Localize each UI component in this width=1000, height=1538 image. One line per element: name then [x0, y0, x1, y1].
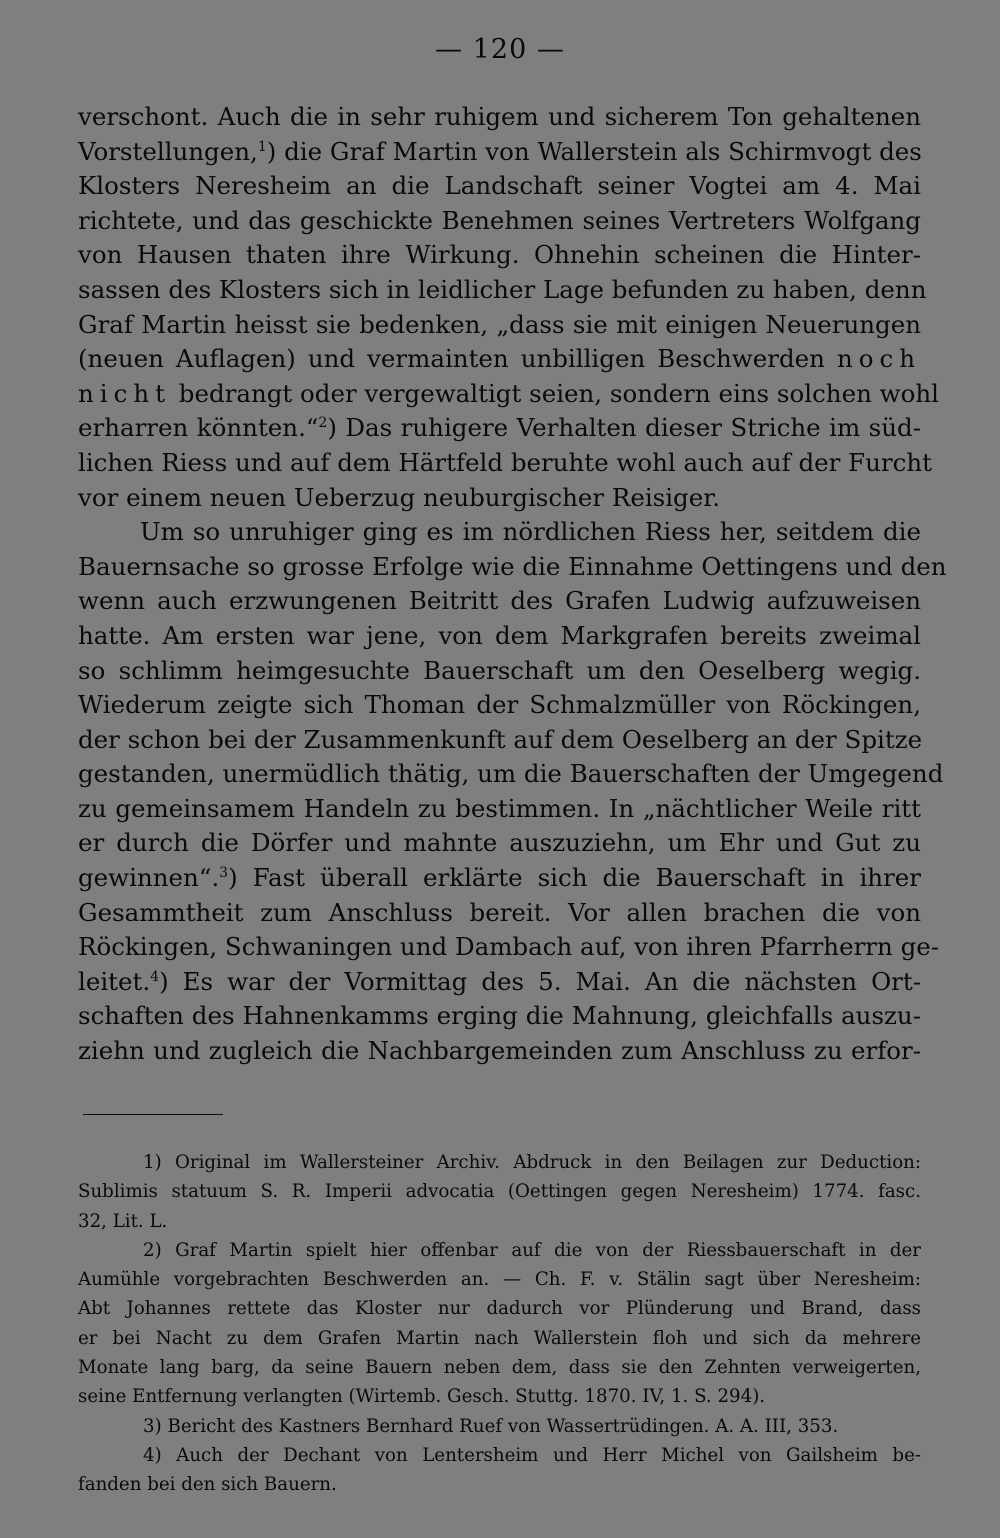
- footnote-line: fanden bei den sich Bauern.: [78, 1474, 337, 1496]
- footnote-line: er bei Nacht zu dem Grafen Martin nach Wallerstein floh und sich da mehrere: [78, 1327, 921, 1349]
- text-line: Bauernsache so grosse Erfolge wie die Einnahme Oettingens und den: [78, 551, 947, 581]
- text-line: richtete, und das geschickte Benehmen seines Vertreters Wolfgang: [78, 205, 921, 235]
- page-number: — 120 —: [435, 34, 565, 65]
- spaced-emphasis: nicht: [78, 378, 171, 408]
- text-line: schaften des Hahnenkamms erging die Mahnung, gleichfalls auszu-: [78, 1001, 921, 1031]
- text-line: hatte. Am ersten war jene, von dem Markgrafen bereits zweimal: [78, 620, 921, 650]
- text-line: nicht bedrangt oder vergewaltigt seien, sondern eins solchen wohl: [78, 378, 939, 408]
- footnote-ref[interactable]: 1: [257, 138, 267, 155]
- footnote-line: 1) Original im Wallersteiner Archiv. Abdruck in den Beilagen zur Deduction:: [143, 1152, 921, 1173]
- text-line: verschont. Auch die in sehr ruhigem und sicherem Ton gehaltenen: [78, 102, 921, 131]
- text-line: erharren könnten.“$^2$) Das ruhigere Verhalten dieser Striche im süd-: [78, 413, 921, 443]
- text-line: Klosters Neresheim an die Landschaft seiner Vogtei am 4. Mai: [78, 171, 921, 201]
- text-line: lichen Riess und auf dem Härtfeld beruhte wohl auch auf der Furcht: [78, 447, 932, 477]
- text-line: vor einem neuen Ueberzug neuburgischer Reisiger.: [78, 482, 721, 512]
- footnote-line: Monate lang barg, da seine Bauern neben dem, dass sie den Zehnten verweigerten,: [78, 1357, 921, 1379]
- footnotes: [78, 1148, 921, 1500]
- footnote-line: Aumühle vorgebrachten Beschwerden an. — Ch. F. v. Stälin sagt über Neresheim:: [78, 1269, 921, 1291]
- text-line: Vorstellungen,$^1$) die Graf Martin von Wallerstein als Schirmvogt des: [78, 136, 922, 166]
- footnote-separator: [83, 1114, 223, 1115]
- text-line: Gesammtheit zum Anschluss bereit. Vor allen brachen die von: [78, 897, 921, 927]
- text-line: gestanden, unermüdlich thätig, um die Bauerschaften der Umgegend: [78, 759, 944, 789]
- text-line: der schon bei der Zusammenkunft auf dem Oeselberg an der Spitze: [78, 724, 923, 754]
- text-line: ziehn und zugleich die Nachbargemeinden zum Anschluss zu erfor-: [78, 1036, 921, 1066]
- footnote-ref[interactable]: 4: [150, 968, 160, 985]
- text-line: Graf Martin heisst sie bedenken, „dass sie mit einigen Neuerungen: [78, 309, 921, 339]
- text-line: wenn auch erzwungenen Beitritt des Grafen Ludwig aufzuweisen: [78, 586, 921, 616]
- footnote-ref[interactable]: 3: [219, 865, 229, 882]
- footnote-line: seine Entfernung verlangten (Wirtemb. Gesch. Stuttg. 1870. IV, 1. S. 294).: [78, 1386, 766, 1408]
- text-line: Wiederum zeigte sich Thoman der Schmalzmüller von Röckingen,: [78, 690, 921, 720]
- text-line: (neuen Auflagen) und vermainten unbilligen Beschwerden noch: [78, 344, 921, 374]
- footnote-line: 3) Bericht des Kastners Bernhard Ruef von Wassertrüdingen. A. A. III, 353.: [143, 1415, 839, 1437]
- footnote-ref[interactable]: 2: [318, 415, 328, 432]
- text-line: Röckingen, Schwaningen und Dambach auf, von ihren Pfarrherrn ge-: [78, 932, 940, 962]
- text-line: sassen des Klosters sich in leidlicher Lage befunden zu haben, denn: [78, 274, 927, 304]
- paragraph-start-line: Um so unruhiger ging es im nördlichen Riess her, seitdem die: [140, 517, 921, 547]
- text-line: so schlimm heimgesuchte Bauerschaft um den Oeselberg wegig.: [78, 655, 921, 685]
- main-text: [78, 100, 947, 1069]
- footnote-line: Sublimis statuum S. R. Imperii advocatia (Oettingen gegen Neresheim) 1774. fasc.: [78, 1181, 921, 1203]
- footnote-line: 2) Graf Martin spielt hier offenbar auf die von der Riessbauerschaft in der: [143, 1239, 921, 1261]
- text-line: er durch die Dörfer und mahnte auszuziehn, um Ehr und Gut zu: [78, 828, 921, 858]
- text-line: von Hausen thaten ihre Wirkung. Ohnehin scheinen die Hinter-: [78, 240, 921, 270]
- footnote-line: 32, Lit. L.: [78, 1210, 168, 1232]
- spaced-emphasis: noch: [836, 344, 921, 374]
- footnote-line: Abt Johannes rettete das Kloster nur dadurch vor Plünderung und Brand, dass: [78, 1298, 921, 1320]
- text-line: leitet.$^4$) Es war der Vormittag des 5. Mai. An die nächsten Ort-: [78, 966, 921, 996]
- footnote-line: 4) Auch der Dechant von Lentersheim und Herr Michel von Gailsheim be-: [143, 1444, 921, 1466]
- text-line: gewinnen“.$^3$) Fast überall erklärte sich die Bauerschaft in ihrer: [78, 863, 921, 893]
- text-line: zu gemeinsamem Handeln zu bestimmen. In „nächtlicher Weile ritt: [78, 793, 921, 823]
